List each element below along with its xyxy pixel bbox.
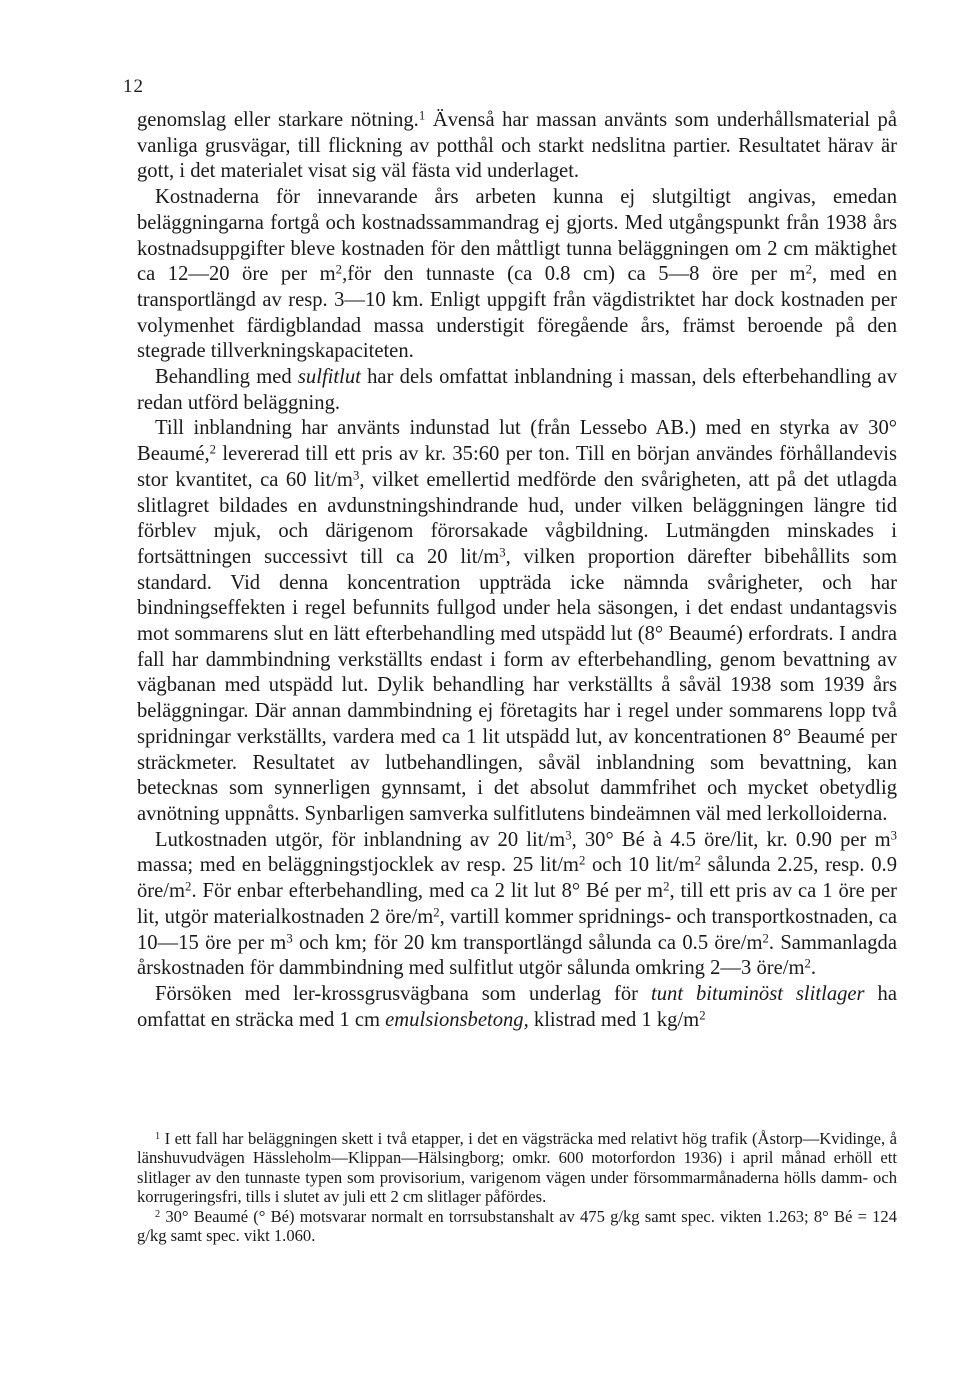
superscript: 2 (699, 1008, 706, 1023)
text-run: , med en transportlängd av resp. 3—10 km. Enligt uppgift från vägdistriktet har dock kostnaden per volymenhet färdigblandad massa understigit föregående års, främst beroende på den stegrade tillverkningskapaciteten. (137, 263, 897, 363)
italic-text: emulsionsbetong, (385, 1008, 529, 1031)
superscript: 3 (565, 828, 572, 843)
footnotes (137, 1129, 897, 1245)
superscript: 2 (578, 854, 586, 869)
superscript: 3 (499, 545, 506, 560)
italic-text: sulfitlut (297, 366, 361, 389)
superscript: 2 (804, 956, 811, 971)
text-run: , 30° Bé à 4.5 öre/lit, kr. 0.90 per m (571, 828, 891, 851)
superscript: 1 (155, 1130, 161, 1142)
paragraph-4 (137, 416, 897, 827)
text-run: levererad till ett pris av kr. 35:60 per ton. Till en början användes förhållandevis stor kvantitet, ca 60 lit/m (137, 443, 897, 491)
text-run: Till inblandning har använts indunstad lut (från Lessebo AB.) med en styrka av 30° Beaumé, (137, 417, 897, 466)
superscript: 3 (352, 468, 360, 483)
text-run: och 10 lit/m (585, 854, 695, 877)
text-run: . (810, 957, 817, 980)
text-run: klistrad med 1 kg/m (528, 1008, 700, 1031)
text-run: har dels omfattat inblandning i massan, dels efterbehandling av redan utförd beläggning. (137, 366, 897, 414)
text-run: sålunda 2.25, resp. 0.9 öre/m (137, 854, 897, 903)
superscript: 2 (185, 879, 192, 894)
superscript: 2 (209, 442, 217, 457)
text-run: , vilket emellertid medförde den svårigheten, att på det utlagda slitlagret bildades en avdunstningshindrande hud, under vilken beläggningen längre tid förblev mjuk, och därigenom förorsakade vågbildning. Lutmängden minskades i fortsättningen successivt till ca 20 lit/m (137, 468, 897, 568)
text-run: och km; för 20 km transportlängd sålunda ca 0.5 öre/m (292, 931, 763, 954)
text-run: Kostnaderna för innevarande års arbeten kunna ej slutgiltigt angivas, emedan beläggningarna fortgå och kostnadssammandrag ej gjorts. Med utgångspunkt från 1938 års kostnadsuppgifter bleve kostnaden för den måttligt tunna beläggningen om 2 cm mäktighet ca 12—20 öre per m (137, 186, 897, 286)
text-run: . Sammanlagda årskostnaden för dammbindning med sulfitlut utgör sålunda omkring 2—3 öre/m (137, 931, 897, 980)
text-run: ,för den tunnaste (ca 0.8 cm) ca 5—8 öre per m (342, 263, 806, 286)
body-text (137, 108, 897, 1033)
text-run: , till ett pris av ca 1 öre per lit, utgör materialkostnaden 2 öre/m (137, 880, 897, 928)
text-run: ha omfattat en sträcka med 1 cm (137, 982, 897, 1031)
page-number: 12 (123, 76, 144, 97)
superscript: 1 (418, 108, 426, 123)
text-run: , vartill kommer spridnings- och transportkostnaden, ca 10—15 öre per m (137, 905, 897, 954)
text-run: Ävenså har massan använts som underhållsmaterial på vanliga grusvägar, till flickning av potthål och starkt nedslitna partier. Resultatet härav är gott, i det materialet visat sig väl fästa vid underlaget. (137, 109, 897, 183)
text-run: Försöken med ler-krossgrusvägbana som underlag för (155, 982, 651, 1005)
paragraph-6 (137, 982, 897, 1033)
superscript: 2 (433, 905, 440, 920)
superscript: 2 (805, 262, 812, 277)
superscript: 3 (286, 931, 293, 946)
text-run: . För enbar efterbehandling, med ca 2 lit lut 8° Bé per m (191, 880, 664, 903)
text-run: I ett fall har beläggningen skett i två etapper, i det en vägsträcka med relativt hög trafik (Åstorp—Kvidinge, å länshuvudvägen Hässleholm—Klippan—Hälsingborg; omkr. 600 motorfordon 1936) i april månad erhöll ett slitlager av den tunnaste typen som provisorium, varigenom vägen under försommarmånaderna hölls damm- och korrugeringsfri, tills i slutet av juli ett 2 cm slitlager påfördes. (137, 1129, 897, 1207)
paragraph-5 (137, 828, 897, 982)
text-run: massa; med en beläggningstjocklek av resp. 25 lit/m (137, 854, 579, 877)
paragraph-3 (137, 365, 897, 416)
superscript: 2 (155, 1208, 161, 1220)
text-run: 30° Beaumé (° Bé) motsvarar normalt en torrsubstanshalt av 475 g/kg samt spec. vikten 1.263; 8° Bé = 124 g/kg samt spec. vikt 1.060. (137, 1206, 897, 1246)
text-run: Lutkostnaden utgör, för inblandning av 20 lit/m (155, 828, 566, 851)
superscript: 2 (335, 262, 343, 277)
superscript: 3 (890, 828, 897, 843)
footnote-2 (137, 1207, 897, 1246)
italic-text: tunt bituminöst slitlager (651, 982, 865, 1005)
paragraph-2 (137, 185, 897, 365)
text-run: , vilken proportion därefter bibehållits som standard. Vid denna koncentration uppträda icke nämnda svårigheter, och har bindningseffekten i regel befunnits fullgod under hela säsongen, i det endast undantagsvis mot sommarens slut en lätt efterbehandling med utspädd lut (8° Beaumé) erfordrats. I andra fall har dammbindning verkställts endast i form av efterbehandling, genom bevattning av vägbanan med utspädd lut. Dylik behandling har verkställts å såväl 1938 som 1939 års beläggningar. Där annan dammbindning ej företagits har i regel under sommarens lopp två spridningar verkställts, vardera med ca 1 lit utspädd lut, av koncentrationen 8° Beaumé per sträckmeter. Resultatet av lutbehandlingen, såväl inblandning som bevattning, kan betecknas som synnerligen gynnsamt, i det absolut dammfrihet och mycket obetydlig avnötning uppnåtts. Synbarligen samverka sulfitlutens bindeämnen väl med lerkolloiderna. (137, 545, 897, 825)
text-run: Behandling med (155, 366, 298, 389)
text-run: genomslag eller starkare nötning. (137, 109, 419, 131)
superscript: 2 (762, 931, 769, 946)
superscript: 2 (663, 879, 670, 894)
footnote-1 (137, 1129, 897, 1207)
paragraph-1 (137, 108, 897, 185)
superscript: 2 (694, 854, 701, 869)
